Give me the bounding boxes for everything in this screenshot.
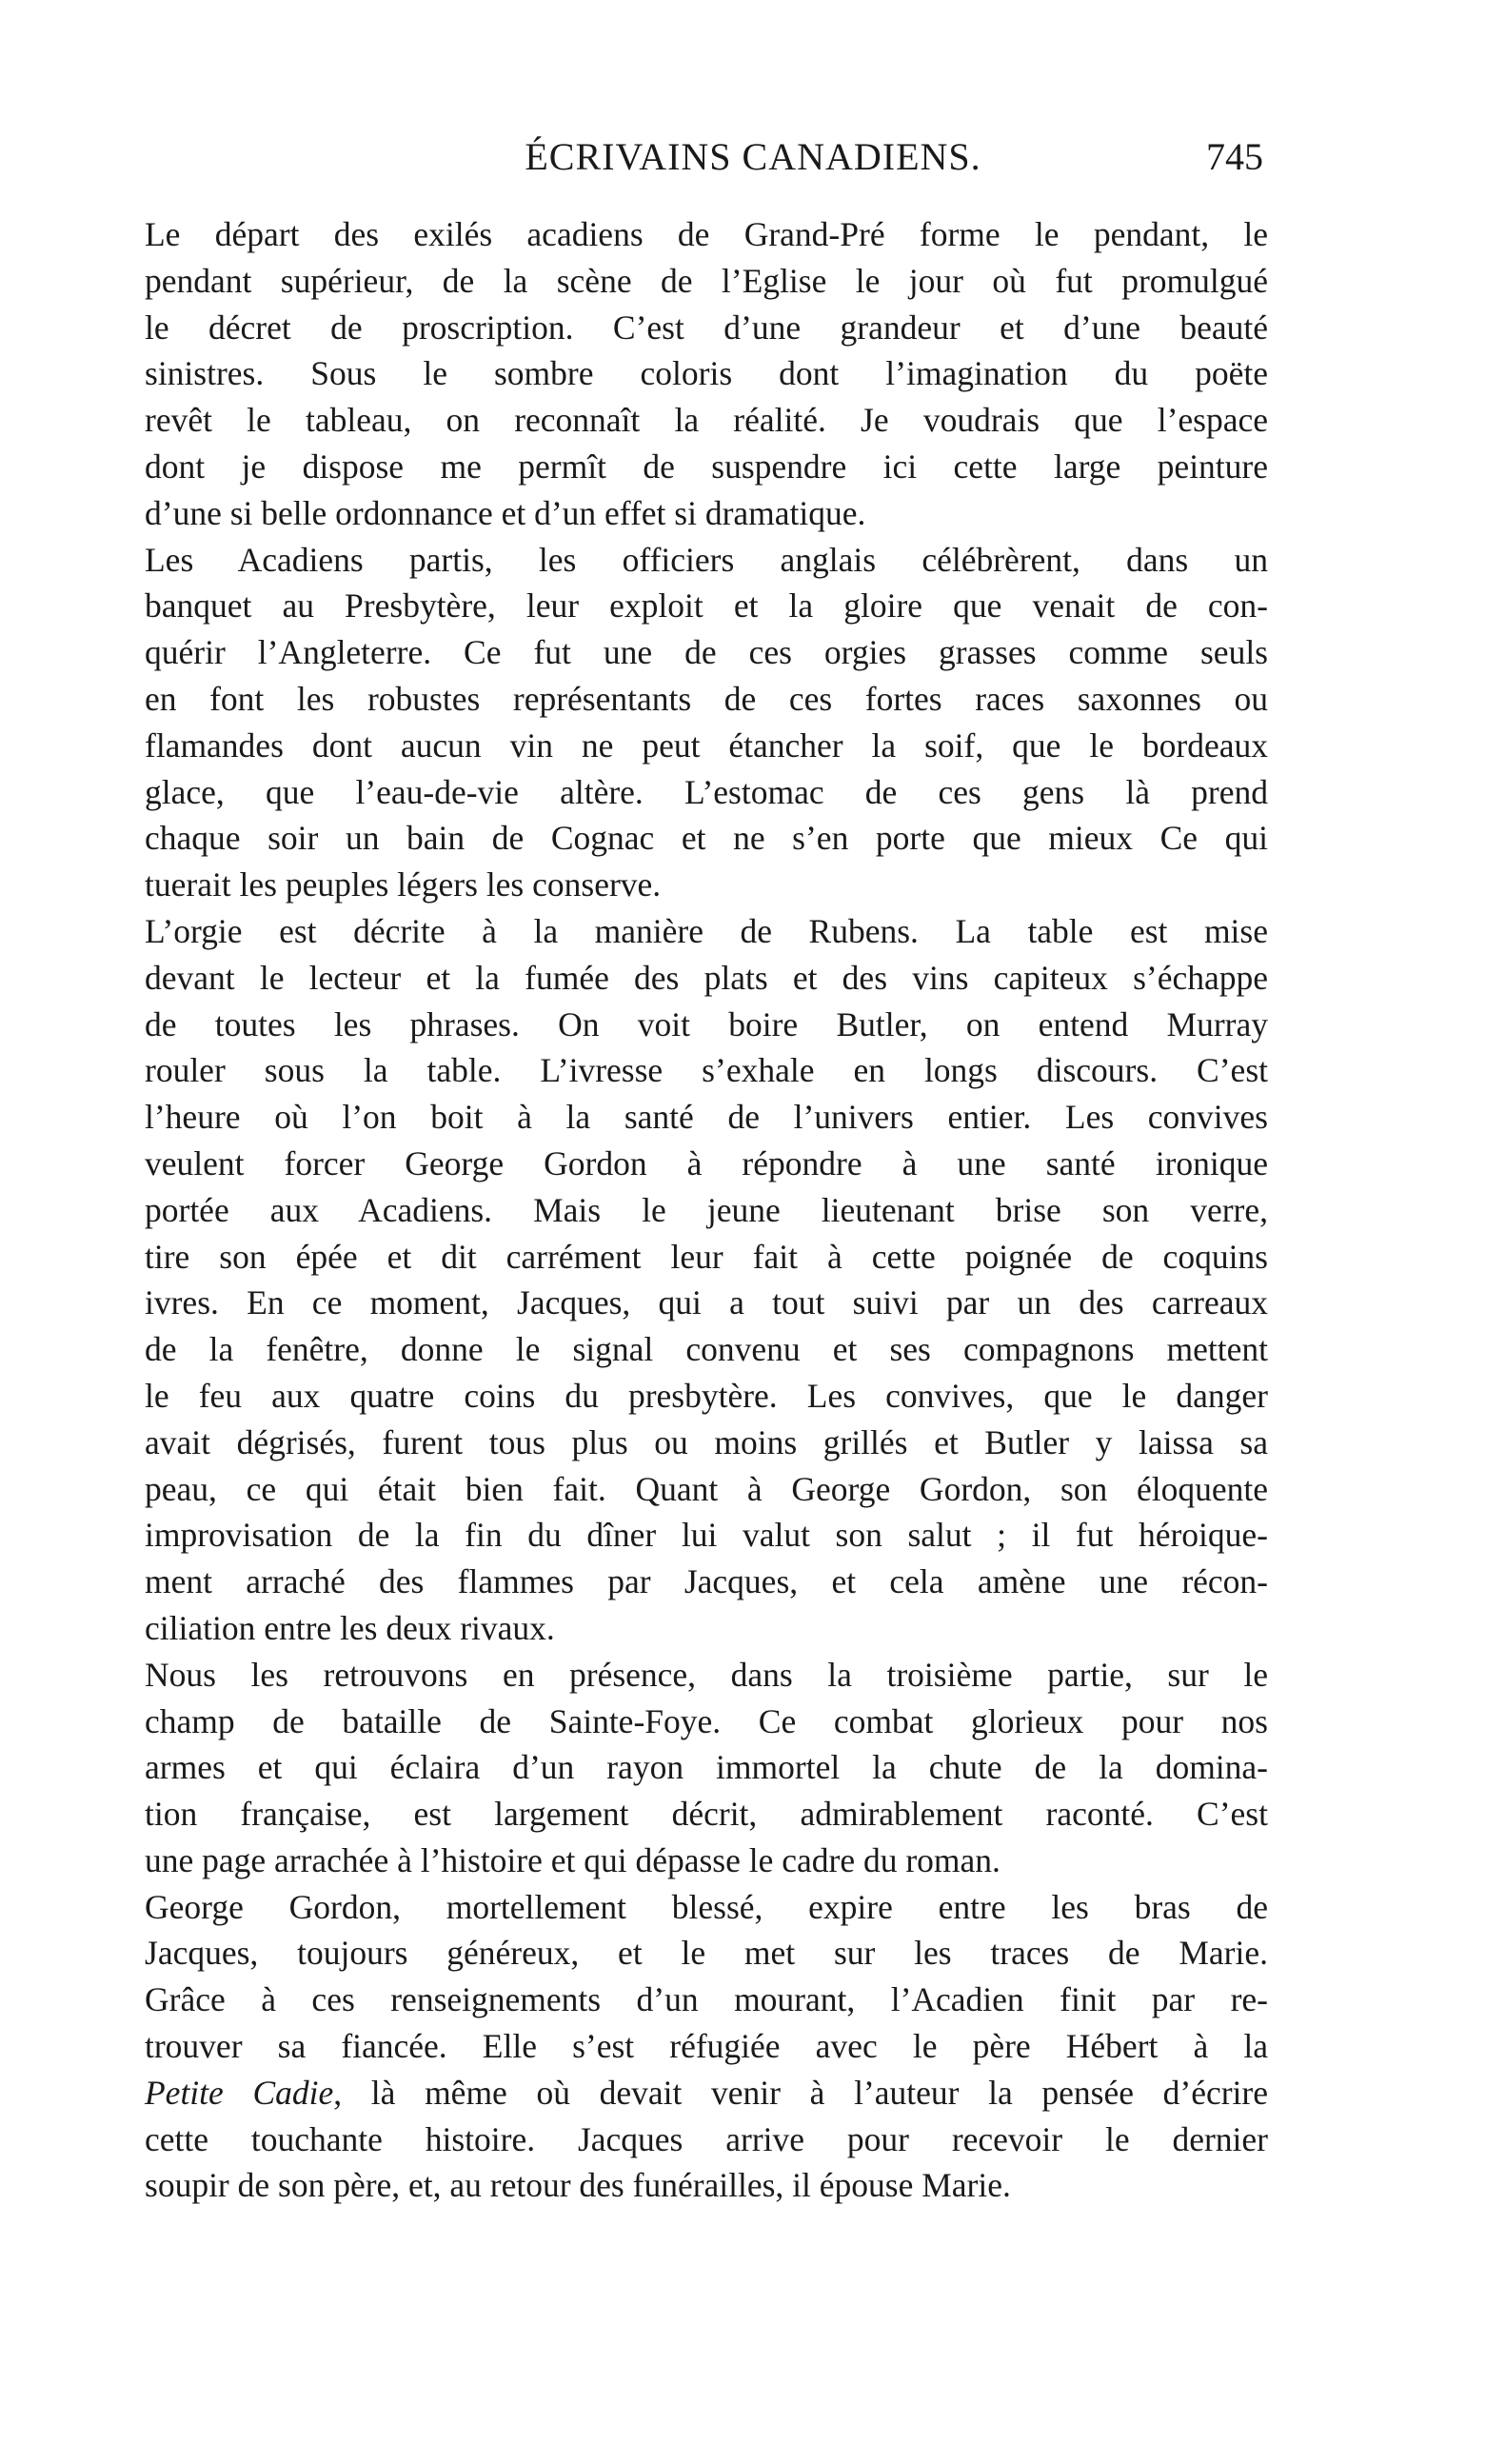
text-line: sinistres. Sous le sombre coloris dont l’imagination du poëte [145, 354, 1268, 393]
text-line: rouler sous la table. L’ivresse s’exhale en longs discours. C’est [145, 1051, 1268, 1090]
text-line: peau, ce qui était bien fait. Quant à George Gordon, son éloquente [145, 1469, 1268, 1508]
paragraph-3 [107, 908, 1268, 1652]
text-line: en font les robustes représentants de ces fortes races saxonnes ou [145, 679, 1268, 718]
text-line: Nous les retrouvons en présence, dans la troisième partie, sur le [145, 1655, 1268, 1694]
text-line: tion française, est largement décrit, admirablement raconté. C’est [145, 1795, 1268, 1834]
text-line: revêt le tableau, on reconnaît la réalité. Je voudrais que l’espace [145, 401, 1268, 440]
text-line: l’heure où l’on boit à la santé de l’univers entier. Les convives [145, 1098, 1268, 1137]
text-line: le décret de proscription. C’est d’une grandeur et d’une beauté [145, 308, 1268, 347]
text-line: une page arrachée à l’histoire et qui dépasse le cadre du roman. [145, 1840, 1001, 1879]
text-line: ciliation entre les deux rivaux. [145, 1608, 555, 1647]
text-line: flamandes dont aucun vin ne peut étancher la soif, que le bordeaux [145, 725, 1268, 765]
text-line: d’une si belle ordonnance et d’un effet si dramatique. [145, 493, 866, 532]
italic-place-name: Petite Cadie [145, 2073, 334, 2112]
running-title: ÉCRIVAINS CANADIENS. [525, 135, 981, 178]
text-line: glace, que l’eau-de-vie altère. L’estomac de ces gens là prend [145, 772, 1268, 811]
text-line: dont je dispose me permît de suspendre ici cette large peinture [145, 447, 1268, 486]
text-line: pendant supérieur, de la scène de l’Eglise le jour où fut promulgué [145, 261, 1268, 300]
text-line: banquet au Presbytère, leur exploit et la gloire que venait de con- [145, 586, 1268, 626]
running-head [0, 133, 1506, 181]
paragraph-4 [107, 1652, 1268, 1884]
text-line: Grâce à ces renseignements d’un mourant, l’Acadien finit par re- [145, 1980, 1268, 2019]
text-line: veulent forcer George Gordon à répondre à une santé ironique [145, 1143, 1268, 1182]
text-line: champ de bataille de Sainte-Foye. Ce combat glorieux pour nos [145, 1701, 1268, 1740]
text-line: le feu aux quatre coins du presbytère. Les convives, que le danger [145, 1376, 1268, 1415]
body-text [107, 211, 1268, 2209]
paragraph-5 [107, 1884, 1268, 2210]
text-line: tire son épée et dit carrément leur fait à cette poignée de coquins [145, 1237, 1268, 1276]
text-line: George Gordon, mortellement blessé, expire entre les bras de [145, 1887, 1268, 1926]
text-line: ment arraché des flammes par Jacques, et cela amène une récon- [145, 1562, 1268, 1601]
text-line: Le départ des exilés acadiens de Grand-Pré forme le pendant, le [145, 215, 1268, 253]
text-line-rest: , là même où devait venir à l’auteur la pensée d’écrire [333, 2073, 1268, 2112]
text-line: L’orgie est décrite à la manière de Rubens. La table est mise [145, 911, 1268, 950]
text-line: improvisation de la fin du dîner lui valut son salut ; il fut héroique- [145, 1516, 1268, 1555]
text-line: de toutes les phrases. On voit boire Butler, on entend Murray [145, 1004, 1268, 1043]
text-line: Jacques, toujours généreux, et le met sur les traces de Marie. [145, 1934, 1268, 1973]
text-line: devant le lecteur et la fumée des plats et des vins capiteux s’échappe [145, 958, 1268, 997]
text-line-with-italic [107, 2070, 1268, 2116]
text-line: portée aux Acadiens. Mais le jeune lieutenant brise son verre, [145, 1190, 1268, 1229]
paragraph-2 [107, 537, 1268, 908]
text-line: trouver sa fiancée. Elle s’est réfugiée avec le père Hébert à la [145, 2027, 1268, 2066]
text-line: tuerait les peuples légers les conserve. [145, 865, 662, 904]
page-number: 745 [1206, 135, 1263, 178]
text-line: avait dégrisés, furent tous plus ou moins grillés et Butler y laissa sa [145, 1422, 1268, 1461]
text-line: armes et qui éclaira d’un rayon immortel la chute de la domina- [145, 1748, 1268, 1787]
paragraph-1 [107, 211, 1268, 537]
text-line: Les Acadiens partis, les officiers anglais célébrèrent, dans un [145, 540, 1268, 579]
text-line: soupir de son père, et, au retour des funérailles, il épouse Marie. [145, 2166, 1011, 2205]
text-line: de la fenêtre, donne le signal convenu et ses compagnons mettent [145, 1330, 1268, 1369]
text-line: quérir l’Angleterre. Ce fut une de ces orgies grasses comme seuls [145, 633, 1268, 672]
text-line: chaque soir un bain de Cognac et ne s’en porte que mieux Ce qui [145, 819, 1268, 858]
text-line: cette touchante histoire. Jacques arrive pour recevoir le dernier [145, 2119, 1268, 2158]
text-line: ivres. En ce moment, Jacques, qui a tout suivi par un des carreaux [145, 1283, 1268, 1322]
